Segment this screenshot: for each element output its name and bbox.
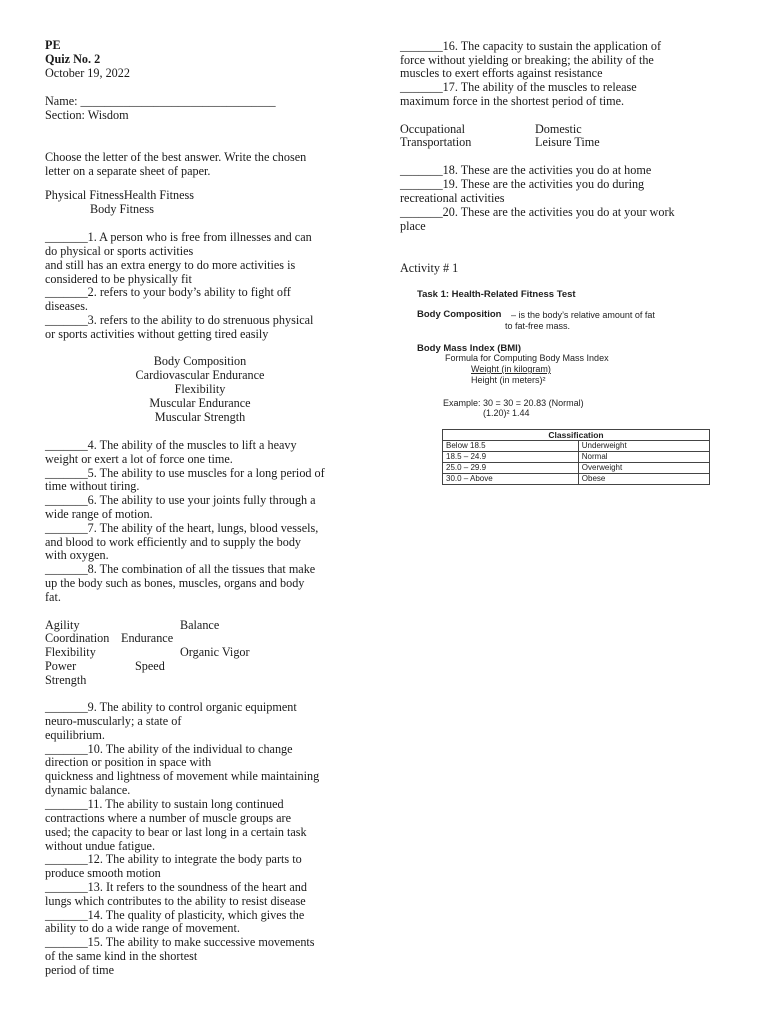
question-text: muscles to exert efforts against resistance [400, 66, 603, 80]
question-text: _______4. The ability of the muscles to lift a heavy [45, 438, 297, 452]
choice-balance: Balance [180, 618, 220, 632]
question-text: used; the capacity to bear or last long in a certain task [45, 825, 307, 839]
formula-numerator: Weight (in kilogram) [471, 364, 551, 374]
instructions-line: letter on a separate sheet of paper. [45, 164, 211, 178]
bmi-classification-table [442, 429, 710, 485]
table-cell: Overweight [578, 463, 709, 474]
activity-title: Activity # 1 [400, 261, 459, 275]
table-cell: 25.0 – 29.9 [443, 463, 579, 474]
question-text: and blood to work efficiently and to supply the body [45, 535, 302, 549]
choice-agility: Agility [45, 618, 80, 632]
table-cell: 30.0 – Above [443, 474, 579, 485]
bmi-activity-image [415, 285, 715, 500]
question-text: dynamic balance. [45, 783, 131, 797]
choice-set-2: Muscular Endurance [149, 396, 251, 410]
question-text: _______2. refers to your body’s ability to fight off [45, 285, 291, 299]
question-text: quickness and lightness of movement while maintaining [45, 769, 320, 783]
question-text: weight or exert a lot of force one time. [45, 452, 233, 466]
quiz-date: October 19, 2022 [45, 66, 130, 80]
question-text: considered to be physically fit [45, 272, 192, 286]
question-text: place [400, 219, 426, 233]
question-text: direction or position in space with [45, 755, 212, 769]
question-text: _______15. The ability to make successive movements [45, 935, 315, 949]
question-text: _______8. The combination of all the tissues that make [45, 562, 316, 576]
question-text: recreational activities [400, 191, 505, 205]
choice-occupational: Occupational [400, 122, 465, 136]
name-field-label: Name: ________________________________ [45, 94, 276, 108]
table-row [443, 452, 710, 463]
question-text: _______1. A person who is free from illnesses and can [45, 230, 312, 244]
question-text: _______9. The ability to control organic equipment [45, 700, 297, 714]
bmi-example-denominator: (1.20)² 1.44 [483, 408, 530, 418]
table-cell: 18.5 – 24.9 [443, 452, 579, 463]
quiz-title: Quiz No. 2 [45, 52, 101, 66]
question-text: _______16. The capacity to sustain the application of [400, 39, 662, 53]
formula-denominator: Height (in meters)² [471, 375, 546, 385]
question-text: do physical or sports activities [45, 244, 194, 258]
question-text: _______5. The ability to use muscles for a long period of [45, 466, 325, 480]
question-text: wide range of motion. [45, 507, 153, 521]
question-text: period of time [45, 963, 115, 977]
choice-endurance: Endurance [121, 631, 174, 645]
question-text: _______11. The ability to sustain long continued [45, 797, 284, 811]
question-text: contractions where a number of muscle groups are [45, 811, 292, 825]
table-cell: Below 18.5 [443, 441, 579, 452]
question-text: _______19. These are the activities you do during [400, 177, 645, 191]
choice-organic-vigor: Organic Vigor [180, 645, 250, 659]
choice-flexibility: Flexibility [45, 645, 96, 659]
subject-title: PE [45, 38, 61, 52]
table-header: Classification [443, 430, 710, 441]
table-row [443, 474, 710, 485]
bmi-heading: Body Mass Index (BMI) [417, 343, 521, 354]
table-row [443, 441, 710, 452]
choice-coordination: Coordination [45, 631, 110, 645]
table-cell: Underweight [578, 441, 709, 452]
choice-set-2: Flexibility [174, 382, 226, 396]
question-text: ability to do a wide range of movement. [45, 921, 240, 935]
question-text: _______3. refers to the ability to do strenuous physical [45, 313, 314, 327]
choice-set-2: Body Composition [153, 354, 247, 368]
body-composition-definition: – is the body’s relative amount of fat [511, 310, 655, 320]
question-text: _______17. The ability of the muscles to release [400, 80, 637, 94]
question-text: and still has an extra energy to do more activities is [45, 258, 296, 272]
task-heading: Task 1: Health-Related Fitness Test [417, 289, 576, 300]
body-composition-term: Body Composition [417, 309, 502, 320]
question-text: without undue fatigue. [45, 839, 156, 853]
question-text: _______18. These are the activities you do at home [400, 163, 652, 177]
question-text: time without tiring. [45, 479, 140, 493]
question-text: or sports activities without getting tired easily [45, 327, 269, 341]
question-text: fat. [45, 590, 61, 604]
question-text: with oxygen. [45, 548, 109, 562]
question-text: maximum force in the shortest period of time. [400, 94, 625, 108]
question-text: force without yielding or breaking; the ability of the [400, 53, 654, 67]
question-text: diseases. [45, 299, 88, 313]
bmi-example: Example: 30 = 30 = 20.83 (Normal) [443, 398, 584, 408]
choice-set-2: Cardiovascular Endurance [135, 368, 265, 382]
question-text: of the same kind in the shortest [45, 949, 198, 963]
question-text: _______12. The ability to integrate the body parts to [45, 852, 302, 866]
question-text: _______13. It refers to the soundness of the heart and [45, 880, 307, 894]
choice-strength: Strength [45, 673, 87, 687]
instructions-line: Choose the letter of the best answer. Write the chosen [45, 150, 307, 164]
choice-set-1: Physical FitnessHealth Fitness [45, 188, 194, 202]
choice-set-1: Body Fitness [90, 202, 154, 216]
table-cell: Obese [578, 474, 709, 485]
choice-domestic: Domestic [535, 122, 582, 136]
table-row [443, 463, 710, 474]
question-text: _______10. The ability of the individual to change [45, 742, 293, 756]
choice-leisure-time: Leisure Time [535, 135, 600, 149]
question-text: _______6. The ability to use your joints fully through a [45, 493, 316, 507]
question-text: produce smooth motion [45, 866, 161, 880]
formula-label: Formula for Computing Body Mass Index [445, 353, 609, 363]
body-composition-definition: to fat-free mass. [505, 321, 571, 331]
choice-speed: Speed [135, 659, 165, 673]
section-label: Section: Wisdom [45, 108, 129, 122]
choice-transportation: Transportation [400, 135, 472, 149]
question-text: equilibrium. [45, 728, 105, 742]
choice-set-2: Muscular Strength [154, 410, 246, 424]
question-text: _______14. The quality of plasticity, which gives the [45, 908, 305, 922]
choice-power: Power [45, 659, 77, 673]
question-text: neuro-muscularly; a state of [45, 714, 182, 728]
question-text: up the body such as bones, muscles, organs and body [45, 576, 305, 590]
table-cell: Normal [578, 452, 709, 463]
question-text: lungs which contributes to the ability to resist disease [45, 894, 306, 908]
question-text: _______20. These are the activities you do at your work [400, 205, 675, 219]
question-text: _______7. The ability of the heart, lungs, blood vessels, [45, 521, 319, 535]
